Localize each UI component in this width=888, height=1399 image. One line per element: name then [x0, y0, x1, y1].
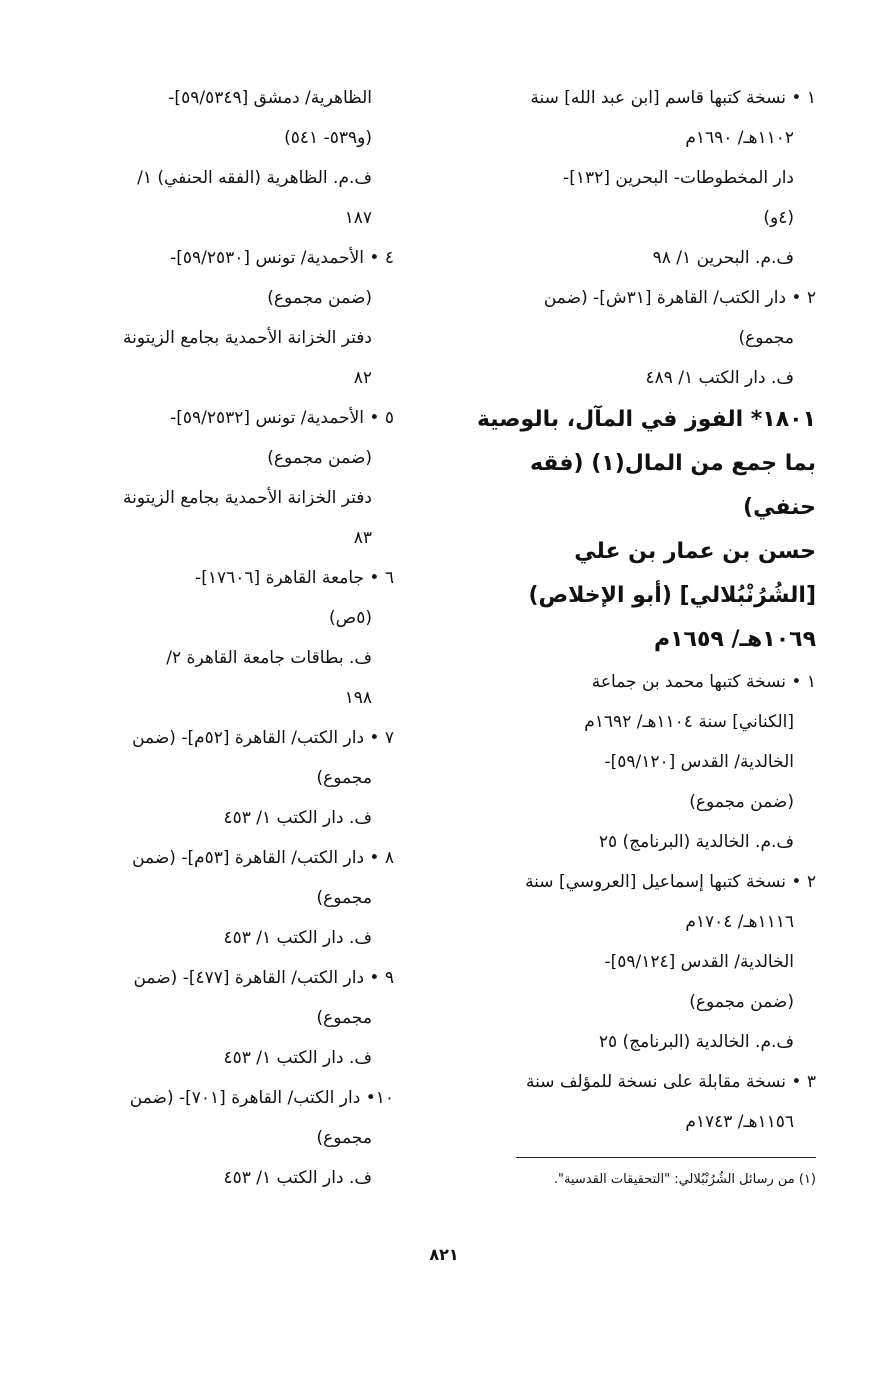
left-column-line: (ضمن مجموع): [267, 288, 372, 308]
left-column-line: ف. دار الكتب ١/ ٤٥٣: [223, 928, 372, 948]
left-column-line: (و٥٣٩- ٥٤١): [284, 128, 372, 148]
left-column-line: ٧ • دار الكتب/ القاهرة [٥٢م]- (ضمن: [132, 728, 394, 748]
left-column-line: ف. دار الكتب ١/ ٤٥٣: [223, 808, 372, 828]
right-column-line: ف.م. الخالدية (البرنامج) ٢٥: [598, 1032, 794, 1052]
left-column-line: ٤ • الأحمدية/ تونس [٥٩/٢٥٣٠]-: [170, 248, 394, 268]
left-column-line: ٨ • دار الكتب/ القاهرة [٥٣م]- (ضمن: [132, 848, 394, 868]
right-column-line: ف.م. البحرين ١/ ٩٨: [652, 248, 794, 268]
right-column-line: الخالدية/ القدس [٥٩/١٢٠]-: [604, 752, 794, 772]
right-column-line: ١١٥٦هـ/ ١٧٤٣م: [685, 1112, 794, 1132]
right-column-line: ١١١٦هـ/ ١٧٠٤م: [685, 912, 794, 932]
page-number: ٨٢١: [429, 1245, 459, 1264]
right-column-line: ٢ • نسخة كتبها إسماعيل [العروسي] سنة: [525, 872, 816, 892]
left-column-line: مجموع): [316, 768, 372, 788]
left-column-line: ف. بطاقات جامعة القاهرة ٢/: [166, 648, 372, 668]
left-column-line: ٩ • دار الكتب/ القاهرة [٤٧٧]- (ضمن: [133, 968, 394, 988]
left-column-line: ٨٢: [353, 368, 372, 388]
right-column-line: (٤و): [763, 208, 794, 228]
right-column-line: (ضمن مجموع): [689, 992, 794, 1012]
footnote: (١) من رسائل الشُرُنْبُلالي: "التحقيقات القدسية".: [553, 1172, 816, 1187]
right-column-line: الخالدية/ القدس [٥٩/١٢٤]-: [604, 952, 794, 972]
right-column-line: [الشُرُنْبُلالي] (أبو الإخلاص): [528, 583, 816, 608]
right-column-line: دار المخطوطات- البحرين [١٣٢]-: [563, 168, 794, 188]
left-column-line: مجموع): [316, 1008, 372, 1028]
left-column-line: ١٩٨: [344, 688, 372, 708]
left-column-line: ١٨٧: [344, 208, 372, 228]
left-column-line: مجموع): [316, 1128, 372, 1148]
right-column-line: ١٠٦٩هـ/ ١٦٥٩م: [653, 627, 816, 652]
left-column-line: ف.م. الظاهرية (الفقه الحنفي) ١/: [137, 168, 372, 188]
left-column-line: دفتر الخزانة الأحمدية بجامع الزيتونة: [123, 328, 372, 348]
right-column-line: ١ • نسخة كتبها محمد بن جماعة: [591, 672, 816, 692]
left-column-line: ١٠• دار الكتب/ القاهرة [٧٠١]- (ضمن: [129, 1088, 394, 1108]
left-column-line: ف. دار الكتب ١/ ٤٥٣: [223, 1168, 372, 1188]
right-column-line: ١٨٠١* الفوز في المآل، بالوصية: [476, 407, 816, 432]
left-column-line: مجموع): [316, 888, 372, 908]
right-column-line: ١١٠٢هـ/ ١٦٩٠م: [685, 128, 794, 148]
right-column-line: ١ • نسخة كتبها قاسم [ابن عبد الله] سنة: [530, 88, 816, 108]
right-column-line: (ضمن مجموع): [689, 792, 794, 812]
left-column-line: ٦ • جامعة القاهرة [١٧٦٠٦]-: [195, 568, 394, 588]
right-column-line: ف.م. الخالدية (البرنامج) ٢٥: [598, 832, 794, 852]
right-column-line: [الكناني] سنة ١١٠٤هـ/ ١٦٩٢م: [584, 712, 794, 732]
left-column-line: ف. دار الكتب ١/ ٤٥٣: [223, 1048, 372, 1068]
footnote-separator: [516, 1157, 816, 1158]
left-column-line: (ضمن مجموع): [267, 448, 372, 468]
left-column-line: ٥ • الأحمدية/ تونس [٥٩/٢٥٣٢]-: [170, 408, 394, 428]
right-column-line: ٣ • نسخة مقابلة على نسخة للمؤلف سنة: [526, 1072, 816, 1092]
left-column-line: دفتر الخزانة الأحمدية بجامع الزيتونة: [123, 488, 372, 508]
left-column-line: (٥ص): [329, 608, 372, 628]
left-column: [94, 78, 394, 1198]
left-column-line: الظاهرية/ دمشق [٥٩/٥٣٤٩]-: [168, 88, 372, 108]
right-column-line: مجموع): [738, 328, 794, 348]
right-column-line: حنفي): [743, 495, 816, 520]
right-column-line: ف. دار الكتب ١/ ٤٨٩: [645, 368, 794, 388]
right-column-line: ٢ • دار الكتب/ القاهرة [٣١ش]- (ضمن: [543, 288, 816, 308]
right-column: [471, 78, 816, 1142]
right-column-line: حسن بن عمار بن علي: [574, 539, 816, 564]
right-column-line: بما جمع من المال(١) (فقه: [529, 451, 816, 476]
left-column-line: ٨٣: [353, 528, 372, 548]
